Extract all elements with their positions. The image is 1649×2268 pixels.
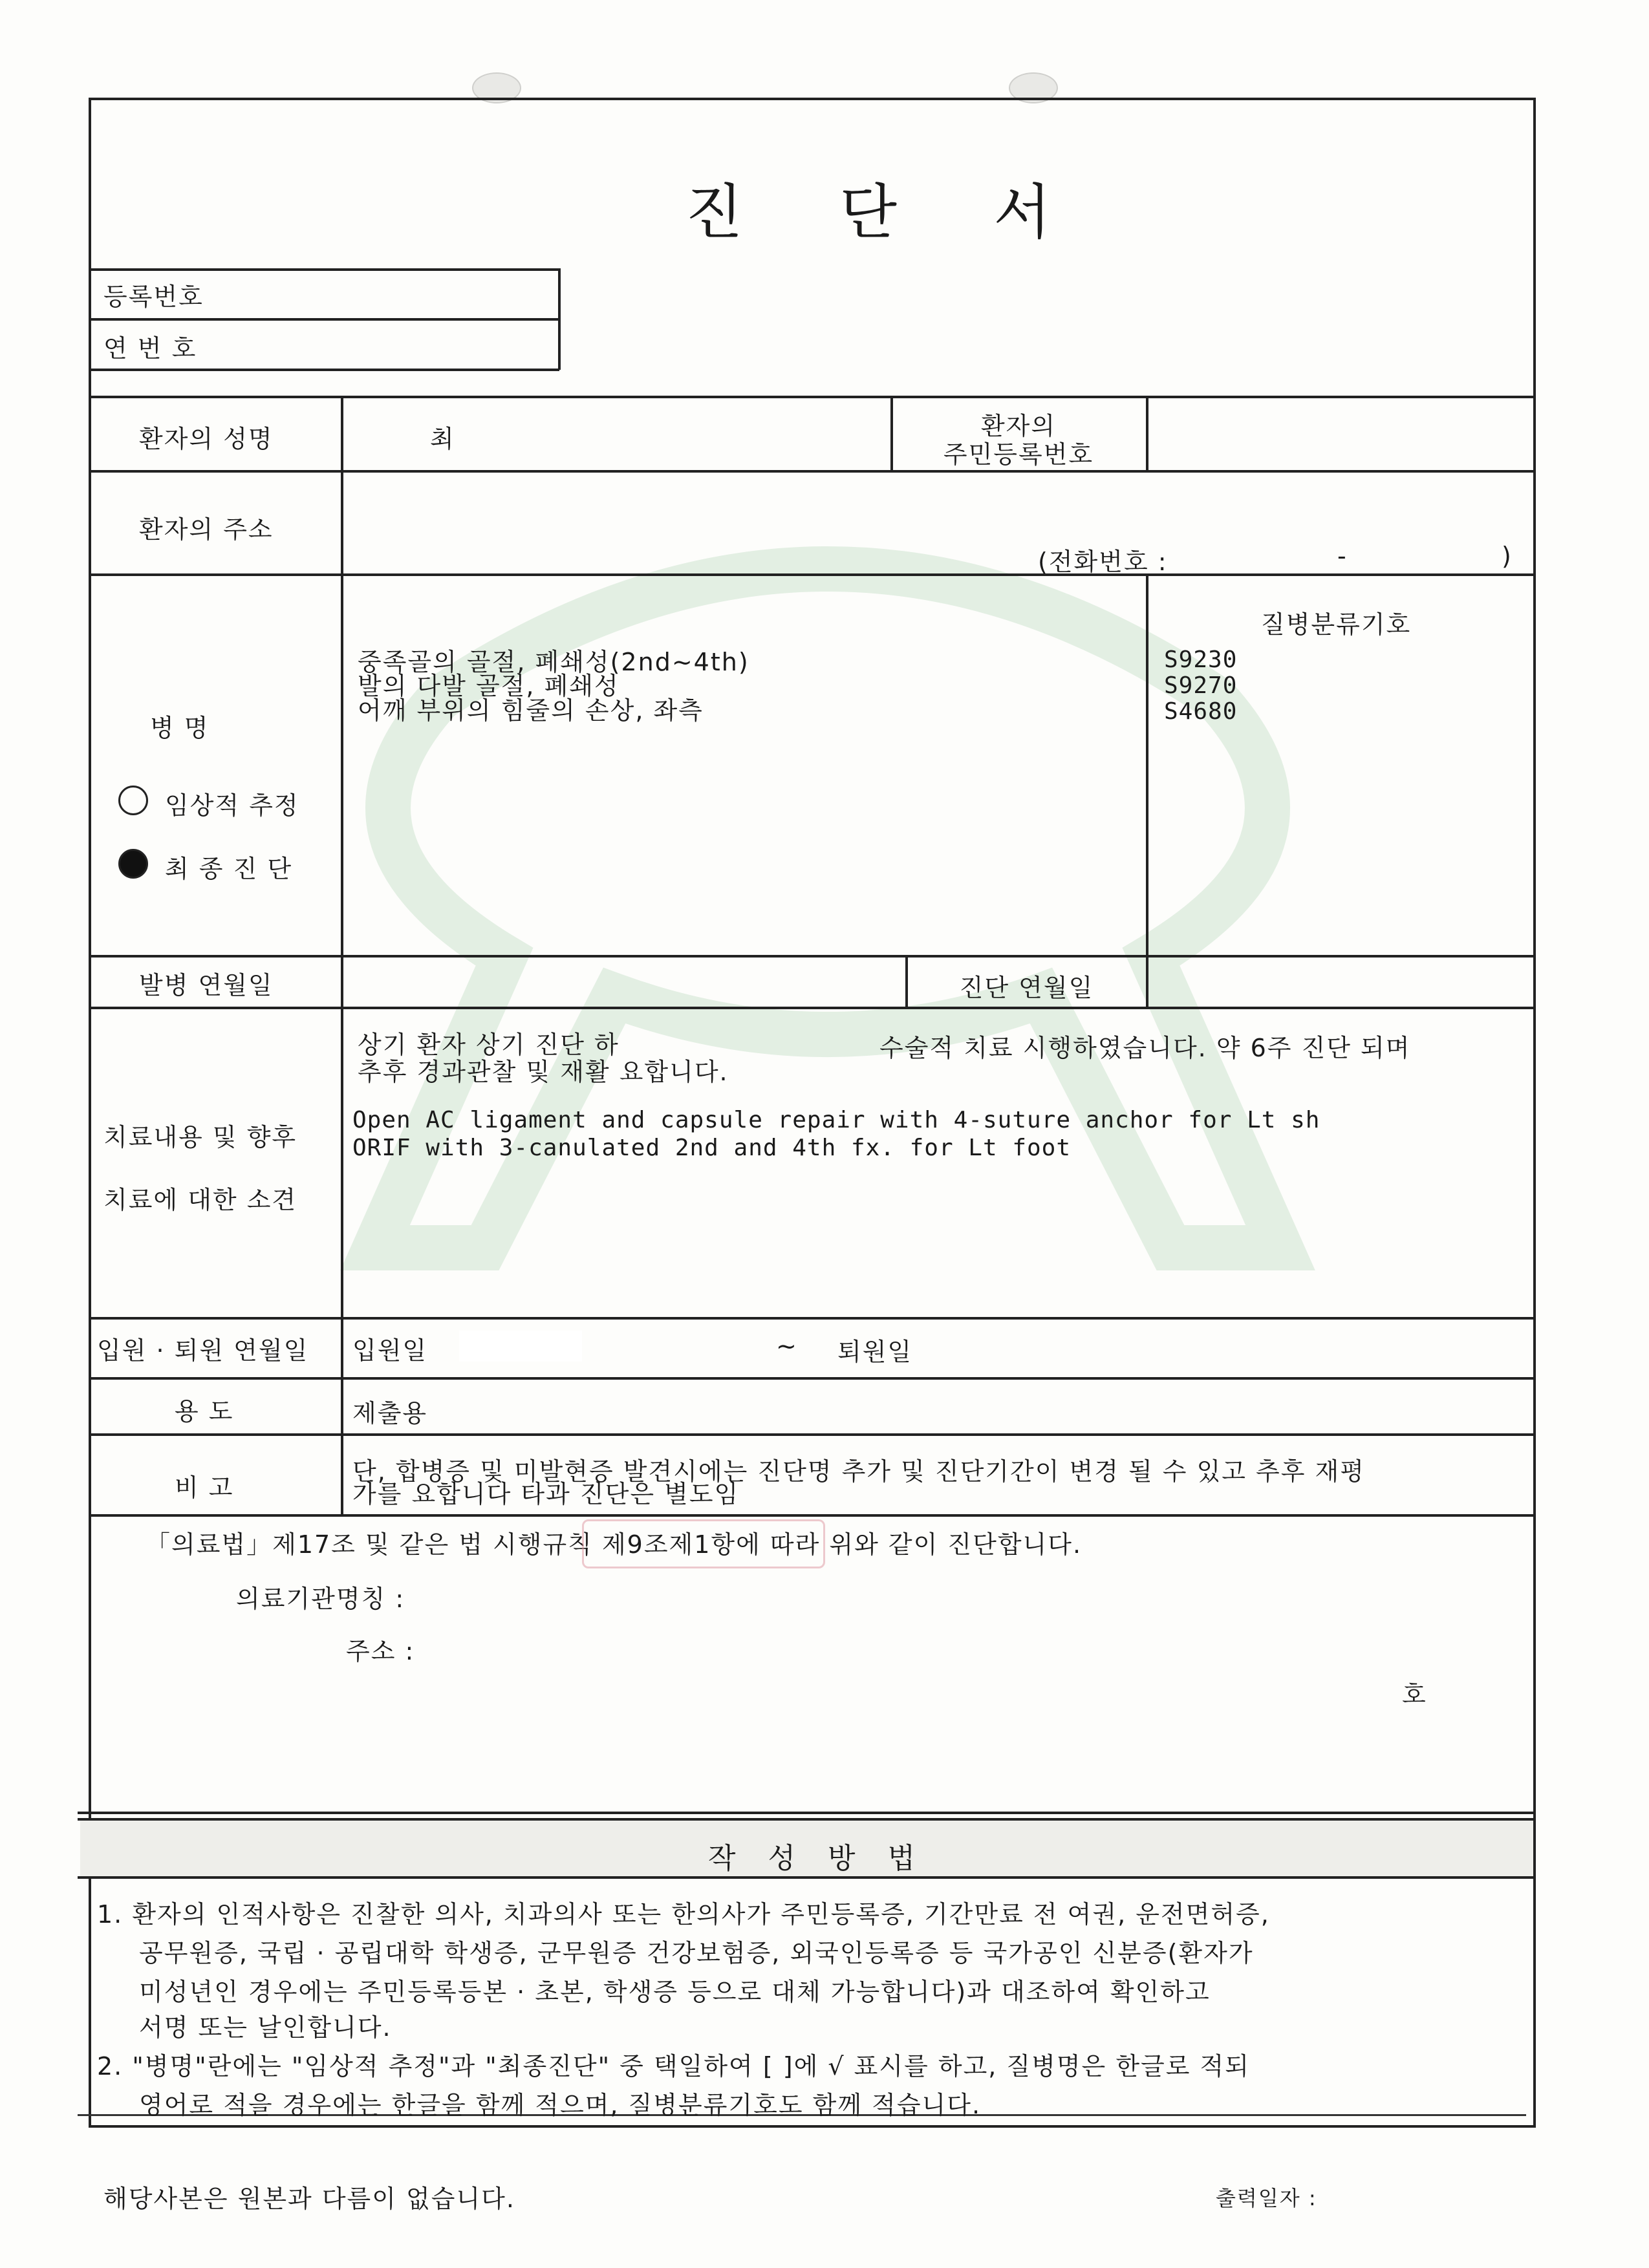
admission-tilde: ~ [776, 1332, 798, 1360]
admission-label: 입원 · 퇴원 연월일 [97, 1336, 309, 1365]
print-date-label: 출력일자 : [1216, 2186, 1317, 2210]
remarks-line2: 가를 요합니다 타과 진단은 별도임 [352, 1480, 740, 1508]
instruction-1-line1: 1. 환자의 인적사항은 진찰한 의사, 치과의사 또는 한의사가 주민등록증, 기간만료 전 여권, 운전면허증, [97, 1900, 1270, 1929]
instructions-title: 작 성 방 법 [708, 1842, 927, 1875]
disease-code-2: S9270 [1164, 672, 1238, 699]
clinical-estimate-radio[interactable] [118, 786, 148, 815]
instruction-1-line2: 공무원증, 국립 · 공립대학 학생증, 군무원증 건강보험증, 외국인등록증 등 국가공인 신분증(환자가 [139, 1939, 1254, 1967]
legal-statement: 「의료법」제17조 및 같은 법 시행규칙 제9조제1항에 따라 위와 같이 진단합니다. [146, 1530, 1083, 1559]
instruction-1-line4: 서명 또는 날인합니다. [139, 2013, 392, 2042]
clinical-estimate-label: 임상적 추정 [165, 791, 299, 820]
patient-rrn-label-line1: 환자의 [980, 412, 1057, 440]
disease-code-1: S9230 [1164, 647, 1238, 673]
final-diagnosis-label: 최 종 진 단 [165, 855, 293, 883]
purpose-label: 용 도 [175, 1397, 234, 1426]
treatment-line1-part1: 상기 환자 상기 진단 하 [358, 1031, 620, 1059]
disease-code-3: S4680 [1164, 698, 1238, 725]
instruction-2-line1: 2. "병명"란에는 "임상적 추정"과 "최종진단" 중 택일하여 [ ]에 √ 표시를 하고, 질병명은 한글로 적되 [97, 2052, 1250, 2081]
ho-label: 호 [1402, 1680, 1427, 1709]
admission-date-label: 입원일 [352, 1336, 428, 1365]
treatment-line2: 추후 경과관찰 및 재활 요합니다. [358, 1058, 729, 1086]
instruction-1-line3: 미성년인 경우에는 주민등록등본 · 초본, 학생증 등으로 대체 가능합니다)과 대조하여 확인하고 [139, 1978, 1211, 2006]
patient-name-value: 최 [430, 425, 455, 453]
institution-name-label: 의료기관명칭 : [236, 1585, 405, 1613]
redacted-admission-date [459, 1331, 582, 1362]
disease-code-header: 질병분류기호 [1261, 610, 1412, 639]
copy-note: 해당사본은 원본과 다름이 없습니다. [103, 2185, 515, 2213]
diagnosis-line-3: 어깨 부위의 힘줄의 손상, 좌측 [358, 696, 704, 725]
stamp-mark [582, 1519, 825, 1568]
instruction-2-line2: 영어로 적을 경우에는 한글을 함께 적으며, 질병분류기호도 함께 적습니다. [139, 2091, 982, 2119]
treatment-line1-part2: 수술적 치료 시행하였습니다. 약 6주 진단 되며 [879, 1034, 1411, 1062]
treatment-line3: Open AC ligament and capsule repair with 4-suture anchor for Lt sh [352, 1107, 1320, 1133]
document-title: 진 단 서 [685, 178, 1090, 247]
registration-number-label: 등록번호 [103, 283, 204, 311]
remarks-label: 비 고 [175, 1473, 234, 1502]
phone-dash: - [1337, 542, 1348, 570]
phone-close: ) [1502, 542, 1513, 570]
patient-address-label: 환자의 주소 [139, 515, 274, 544]
treatment-label-line2: 치료에 대한 소견 [103, 1186, 297, 1214]
treatment-line4: ORIF with 3-canulated 2nd and 4th fx. for Lt foot [352, 1135, 1072, 1161]
onset-date-label: 발병 연월일 [139, 971, 274, 1000]
patient-name-label: 환자의 성명 [139, 425, 274, 453]
purpose-value: 제출용 [352, 1399, 428, 1428]
diagnosis-line-1: 중족골의 골절, 폐쇄성(2nd~4th) [358, 648, 749, 676]
discharge-date-label: 퇴원일 [837, 1338, 913, 1366]
remarks-line1: 단, 합병증 및 미발현증 발견시에는 진단명 추가 및 진단기간이 변경 될 수 있고 추후 재평 [352, 1457, 1365, 1486]
diagnosis-line-2: 발의 다발 골절, 폐쇄성 [358, 672, 620, 700]
phone-open: (전화번호 : [1038, 548, 1168, 576]
institution-address-label: 주소 : [346, 1637, 415, 1665]
serial-number-label: 연 번 호 [103, 334, 197, 363]
diagnosis-date-label: 진단 연월일 [959, 974, 1094, 1002]
treatment-label-line1: 치료내용 및 향후 [103, 1123, 297, 1151]
patient-rrn-label-line2: 주민등록번호 [943, 440, 1094, 469]
diagnosis-label: 병 명 [150, 714, 210, 742]
final-diagnosis-radio[interactable] [118, 849, 148, 879]
